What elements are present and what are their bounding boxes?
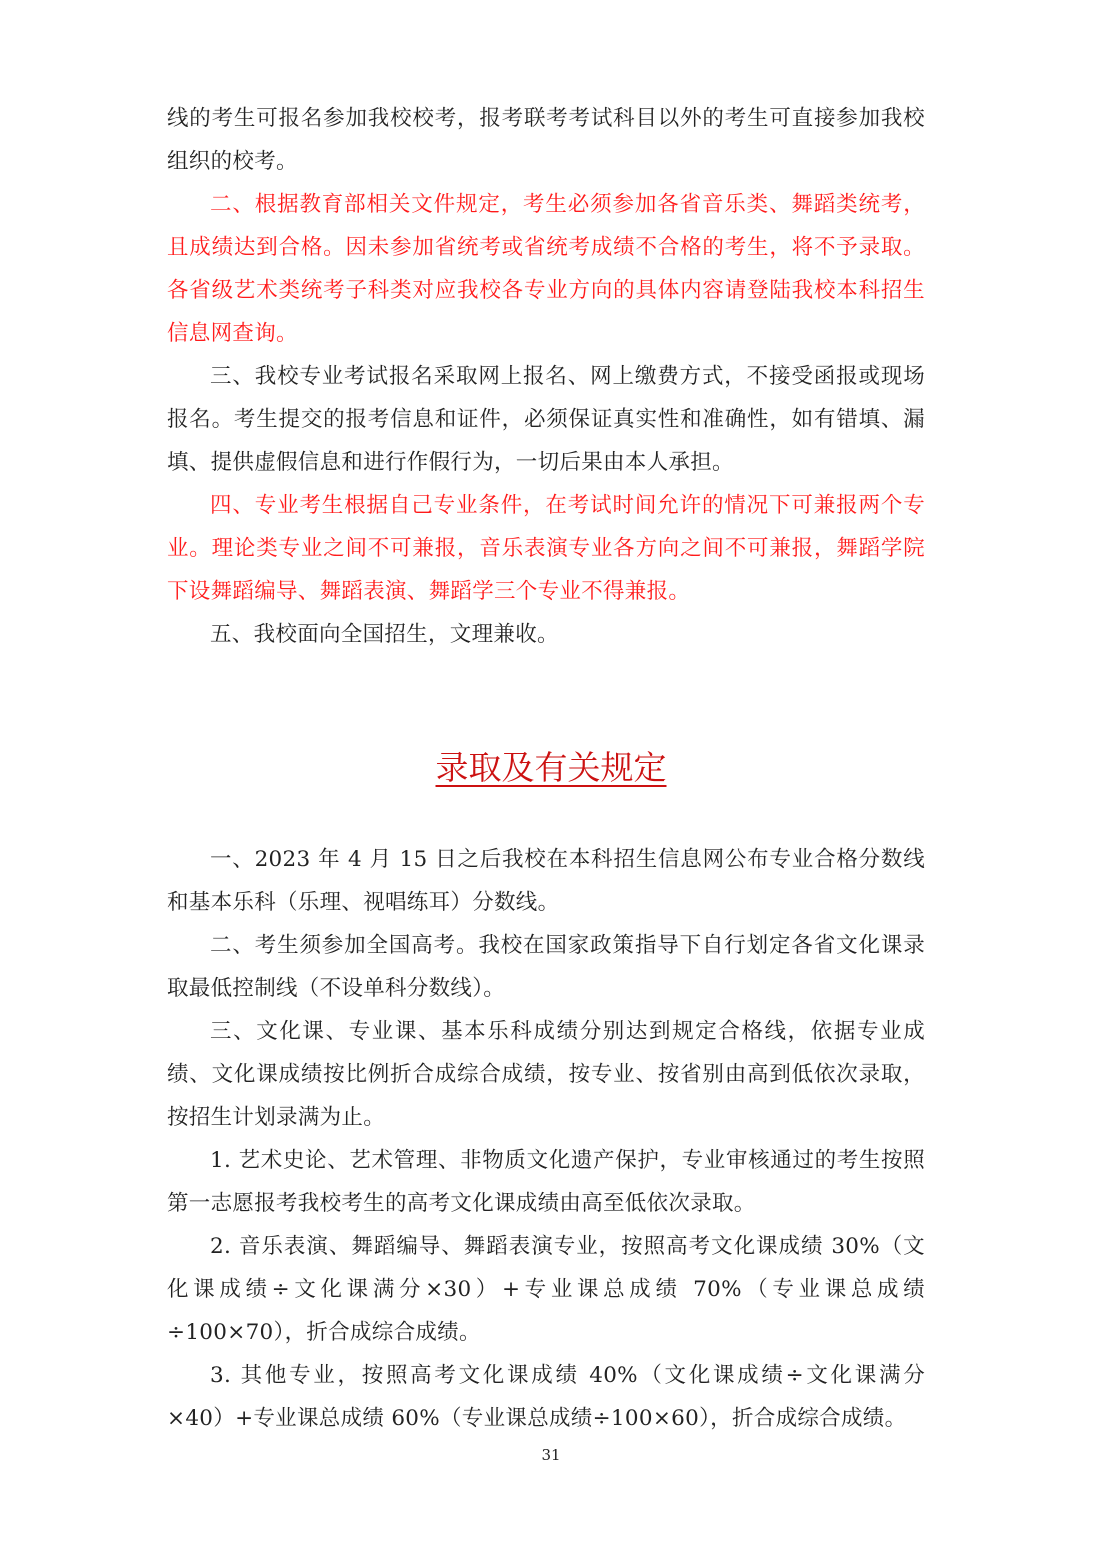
admission-rules-section [167,838,925,1440]
section-title-admission-rules [0,744,1102,792]
paragraph-rule-4-dual-major: 四、专业考生根据自己专业条件，在考试时间允许的情况下可兼报两个专业。理论类专业之间不可兼报，音乐表演专业各方向之间不可兼报，舞蹈学院下设舞蹈编导、舞蹈表演、舞蹈学三个专业不得兼报。 [167,493,925,604]
paragraph-admission-item-2-performance: 2. 音乐表演、舞蹈编导、舞蹈表演专业，按照高考文化课成绩 30%（文化课成绩÷文化课满分×30）+专业课总成绩 70%（专业课总成绩÷100×70），折合成综合成绩。 [167,1234,925,1345]
paragraph-admission-2-gaokao: 二、考生须参加全国高考。我校在国家政策指导下自行划定各省文化课录取最低控制线（不设单科分数线）。 [167,933,925,1001]
paragraph-rule-2-provincial-exam: 二、根据教育部相关文件规定，考生必须参加各省音乐类、舞蹈类统考，且成绩达到合格。因未参加省统考或省统考成绩不合格的考生，将不予录取。各省级艺术类统考子科类对应我校各专业方向的具体内容请登陆我校本科招生信息网查询。 [167,192,925,346]
paragraph-continuation-school-exam: 线的考生可报名参加我校校考，报考联考考试科目以外的考生可直接参加我校组织的校考。 [167,106,925,174]
paragraph-admission-item-3-other: 3. 其他专业，按照高考文化课成绩 40%（文化课成绩÷文化课满分×40）+专业课总成绩 60%（专业课总成绩÷100×60），折合成综合成绩。 [167,1363,925,1431]
paragraph-admission-1-score-lines: 一、2023 年 4 月 15 日之后我校在本科招生信息网公布专业合格分数线和基本乐科（乐理、视唱练耳）分数线。 [167,847,925,915]
paragraph-admission-3-composite-score: 三、文化课、专业课、基本乐科成绩分别达到规定合格线，依据专业成绩、文化课成绩按比例折合成综合成绩，按专业、按省别由高到低依次录取，按招生计划录满为止。 [167,1019,925,1130]
paragraph-rule-5-nationwide: 五、我校面向全国招生，文理兼收。 [210,622,559,647]
section-title-text: 录取及有关规定 [435,748,667,787]
paragraph-rule-3-online-registration: 三、我校专业考试报名采取网上报名、网上缴费方式，不接受函报或现场报名。考生提交的报考信息和证件，必须保证真实性和准确性，如有错填、漏填、提供虚假信息和进行作假行为，一切后果由本人承担。 [167,364,925,475]
page-number: 31 [541,1446,561,1464]
paragraph-admission-item-1-theory: 1. 艺术史论、艺术管理、非物质文化遗产保护，专业审核通过的考生按照第一志愿报考我校考生的高考文化课成绩由高至低依次录取。 [167,1148,925,1216]
registration-rules-section [167,97,925,656]
